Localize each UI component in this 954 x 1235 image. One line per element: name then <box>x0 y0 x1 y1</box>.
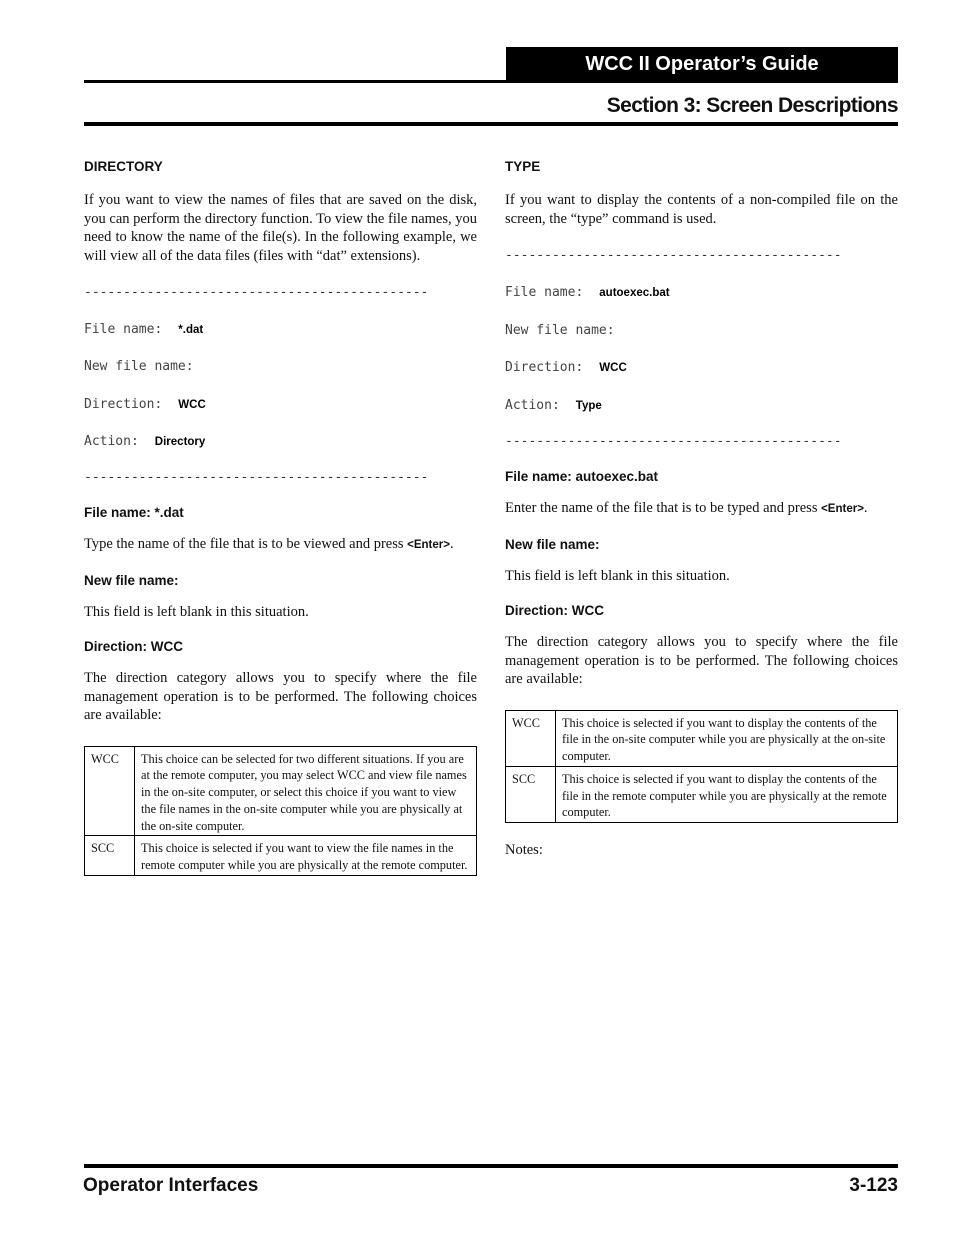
choice-code: SCC <box>506 766 556 822</box>
directory-new-file-text: This field is left blank in this situation. <box>84 603 309 620</box>
section-title: Section 3: Screen Descriptions <box>606 94 898 117</box>
directory-direction-text: The direction category allows you to specify where the file management operation is to be performed. The following choices are available: <box>84 670 477 723</box>
field-label: New file name: <box>84 359 194 374</box>
type-file-name-heading: File name: autoexec.bat <box>505 469 659 484</box>
choice-code: WCC <box>85 746 135 836</box>
enter-key: <Enter> <box>821 503 864 515</box>
directory-dash-bottom: -------------------------------------------- <box>84 470 429 485</box>
directory-choices-table <box>84 746 477 877</box>
field-value: WCC <box>178 399 206 411</box>
field-label: Action: <box>84 434 139 449</box>
footer-rule <box>84 1164 898 1168</box>
directory-intro: If you want to view the names of files that are saved on the disk, you can perform the directory function. To view the file names, you need to know the name of the file(s). In the following example, we will view all of the data files (files with “dat” extensions). <box>84 192 477 264</box>
type-new-file-heading: New file name: <box>505 536 600 552</box>
section-rule <box>84 122 898 126</box>
choice-description: This choice is selected if you want to view the file names in the remote computer while you are physically at the remote computer. <box>135 836 477 876</box>
type-heading: TYPE <box>505 159 541 174</box>
directory-heading: DIRECTORY <box>84 159 163 174</box>
field-label: Direction: <box>505 360 584 375</box>
type-direction-heading: Direction: WCC <box>505 603 604 618</box>
type-field-direction <box>505 358 898 377</box>
choice-code: SCC <box>85 836 135 876</box>
table-row <box>506 710 898 766</box>
field-label: New file name: <box>505 323 615 338</box>
table-row <box>85 746 477 836</box>
type-new-file-text: This field is left blank in this situation. <box>505 567 730 584</box>
text: Enter the name of the file that is to be typed and press <box>505 500 822 516</box>
field-value: WCC <box>599 362 627 374</box>
choice-description: This choice is selected if you want to display the contents of the file in the remote computer while you are physically at the remote computer. <box>556 766 898 822</box>
type-column <box>505 158 898 860</box>
directory-new-file-heading: New file name: <box>84 572 179 588</box>
text: . <box>863 500 868 516</box>
field-label: Action: <box>505 398 560 413</box>
text: . <box>449 536 454 552</box>
guide-title <box>506 47 898 81</box>
field-value: Type <box>575 400 602 412</box>
header-rule <box>84 80 898 83</box>
directory-column <box>84 158 477 876</box>
directory-field-new-file-name <box>84 357 477 376</box>
type-dash-top: ------------------------------------------- <box>505 248 842 263</box>
field-label: File name: <box>84 322 163 337</box>
type-file-name-text <box>505 499 898 519</box>
notes-label: Notes: <box>505 842 543 859</box>
guide-title-text: WCC II Operator’s Guide <box>585 52 819 75</box>
field-label: File name: <box>505 285 584 300</box>
page-number: 3-123 <box>849 1175 898 1196</box>
type-dash-bottom: ------------------------------------------- <box>505 434 842 449</box>
directory-field-action <box>84 432 477 451</box>
type-direction-text: The direction category allows you to specify where the file management operation is to be performed. The following choices are available: <box>505 634 898 687</box>
type-field-file-name <box>505 283 898 302</box>
directory-direction-heading: Direction: WCC <box>84 639 183 654</box>
type-field-new-file-name <box>505 321 898 340</box>
directory-file-name-heading: File name: *.dat <box>84 505 184 520</box>
type-intro: If you want to display the contents of a non-compiled file on the screen, the “type” command is used. <box>505 192 898 227</box>
choice-description: This choice can be selected for two different situations. If you are at the remote computer, you may select WCC and view file names in the on-site computer, or select this choice if you want to view the file names in the on-site computer while you are physically at the on-site computer. <box>135 746 477 836</box>
directory-dash-top: -------------------------------------------- <box>84 285 429 300</box>
type-field-action <box>505 396 898 415</box>
type-choices-table <box>505 710 898 824</box>
field-value: autoexec.bat <box>599 287 670 299</box>
choice-code: WCC <box>506 710 556 766</box>
choice-description: This choice is selected if you want to display the contents of the file in the on-site computer while you are physically at the on-site computer. <box>556 710 898 766</box>
directory-file-name-text <box>84 535 477 555</box>
enter-key: <Enter> <box>407 539 450 551</box>
table-row <box>85 836 477 876</box>
field-value: Directory <box>154 436 206 448</box>
text: Type the name of the file that is to be viewed and press <box>84 536 408 552</box>
field-label: Direction: <box>84 397 163 412</box>
directory-field-direction <box>84 395 477 414</box>
directory-field-file-name <box>84 320 477 339</box>
field-value: *.dat <box>178 324 204 336</box>
table-row <box>506 766 898 822</box>
footer-title: Operator Interfaces <box>83 1175 259 1196</box>
